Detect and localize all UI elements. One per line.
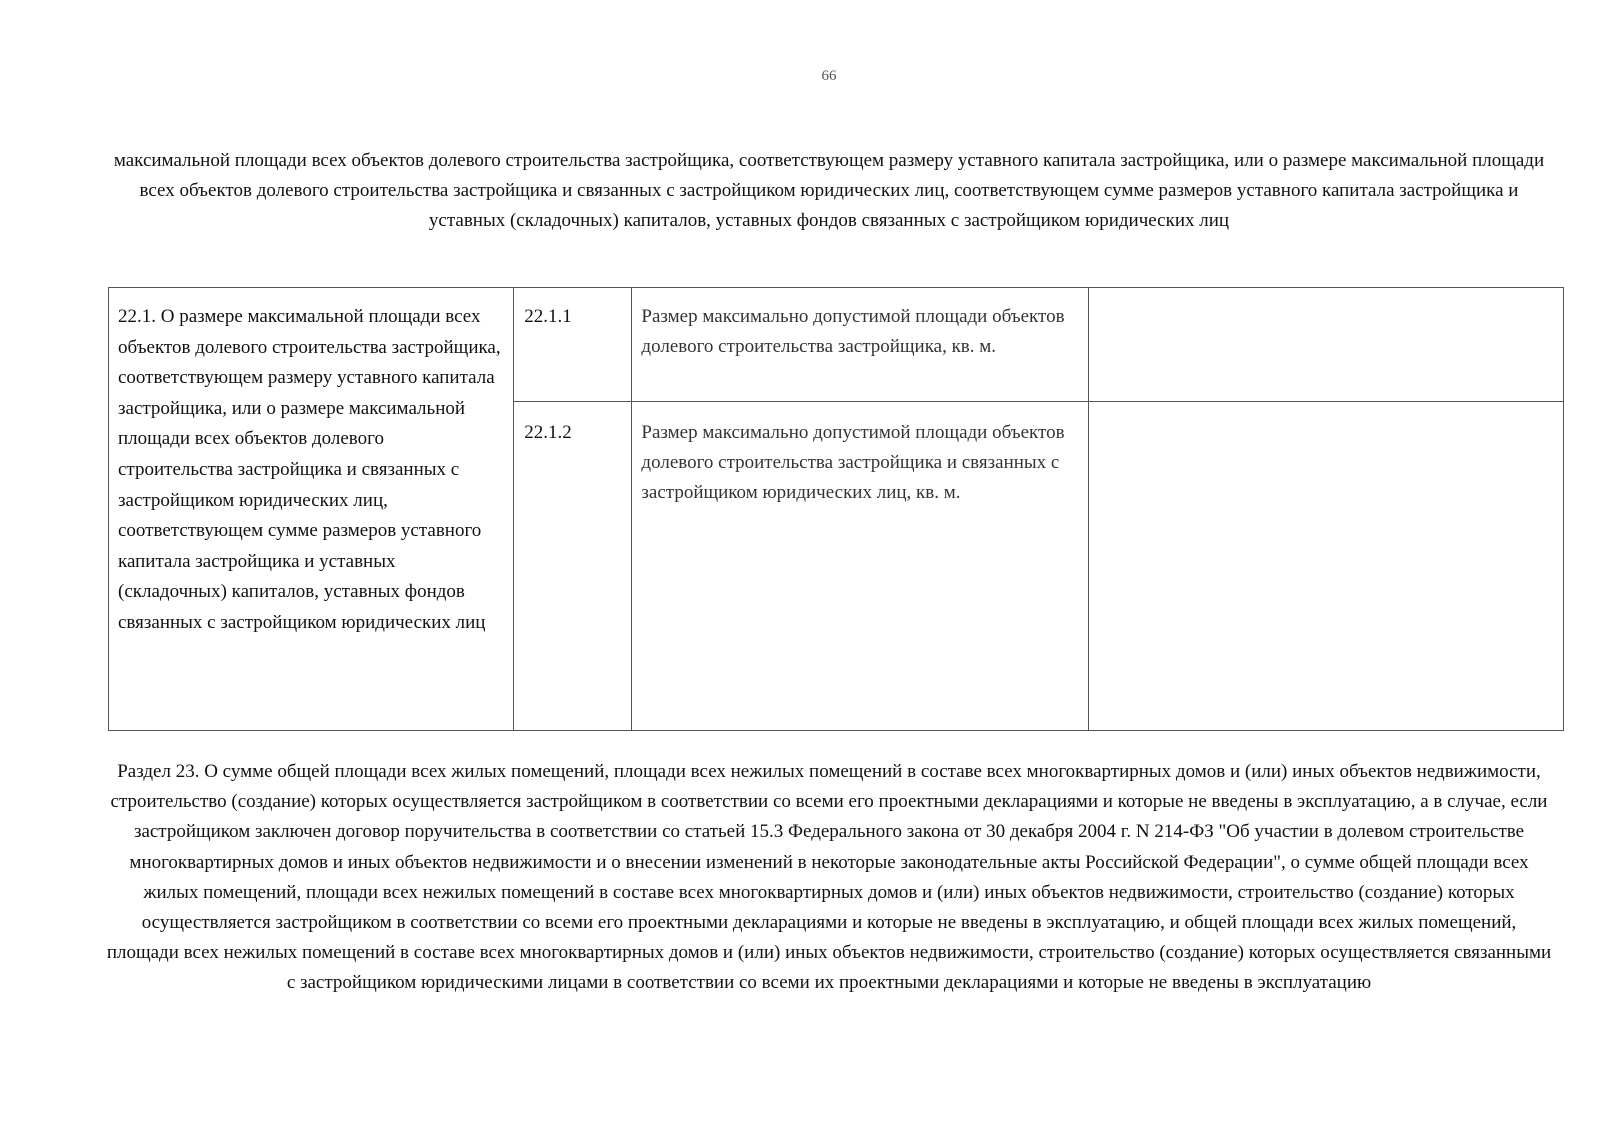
section-title-cell: 22.1. О размере максимальной площади всех объектов долевого строительства застройщика, соответствующем размеру уставного капитала застройщика, или о размере максимальной площади всех объектов долевого строительства застройщика и связанных с застройщиком юридических лиц, соответствующем сумме размеров уставного капитала застройщика и уставных (складочных) капиталов, уставных фондов связанных с застройщиком юридических лиц: [109, 288, 514, 731]
page-number: 66: [821, 68, 837, 84]
section-23-heading: Раздел 23. О сумме общей площади всех жилых помещений, площади всех нежилых помещений в составе всех многоквартирных домов и (или) иных объектов недвижимости, строительство (создание) которых осуществляется застройщиком в соответствии со всеми его проектными декларациями и которые не введены в эксплуатацию, а в случае, если застройщиком заключен договор поручительства в соответствии со статьей 15.3 Федерального закона от 30 декабря 2004 г. N 214-ФЗ "Об участии в долевом строительстве многоквартирных домов и иных объектов недвижимости и о внесении изменений в некоторые законодательные акты Российской Федерации", о сумме общей площади всех жилых помещений, площади всех нежилых помещений в составе всех многоквартирных домов и (или) иных объектов недвижимости, строительство (создание) которых осуществляется застройщиком в соответствии со всеми его проектными декларациями и которые не введены в эксплуатацию, и общей площади всех жилых помещений, площади всех нежилых помещений в составе всех многоквартирных домов и (или) иных объектов недвижимости, строительство (создание) которых осуществляется связанными с застройщиком юридическими лицами в соответствии со всеми их проектными декларациями и которые не введены в эксплуатацию: [106, 761, 1552, 994]
row-value-cell[interactable]: [1089, 402, 1564, 731]
row-value-cell[interactable]: [1089, 288, 1564, 402]
declaration-table: [108, 287, 1564, 731]
row-code-cell: 22.1.2: [514, 402, 632, 731]
row-code-cell: 22.1.1: [514, 288, 632, 402]
intro-paragraph: максимальной площади всех объектов долевого строительства застройщика, соответствующем размеру уставного капитала застройщика, или о размере максимальной площади всех объектов долевого строительства застройщика и связанных с застройщиком юридических лиц, соответствующем сумме размеров уставного капитала застройщика и уставных (складочных) капиталов, уставных фондов связанных с застройщиком юридических лиц: [113, 150, 1545, 231]
row-description-cell: Размер максимально допустимой площади объектов долевого строительства застройщика, кв. м.: [632, 288, 1089, 402]
row-description-cell: Размер максимально допустимой площади объектов долевого строительства застройщика и связанных с застройщиком юридических лиц, кв. м.: [632, 402, 1089, 731]
table-row: [109, 288, 1564, 402]
